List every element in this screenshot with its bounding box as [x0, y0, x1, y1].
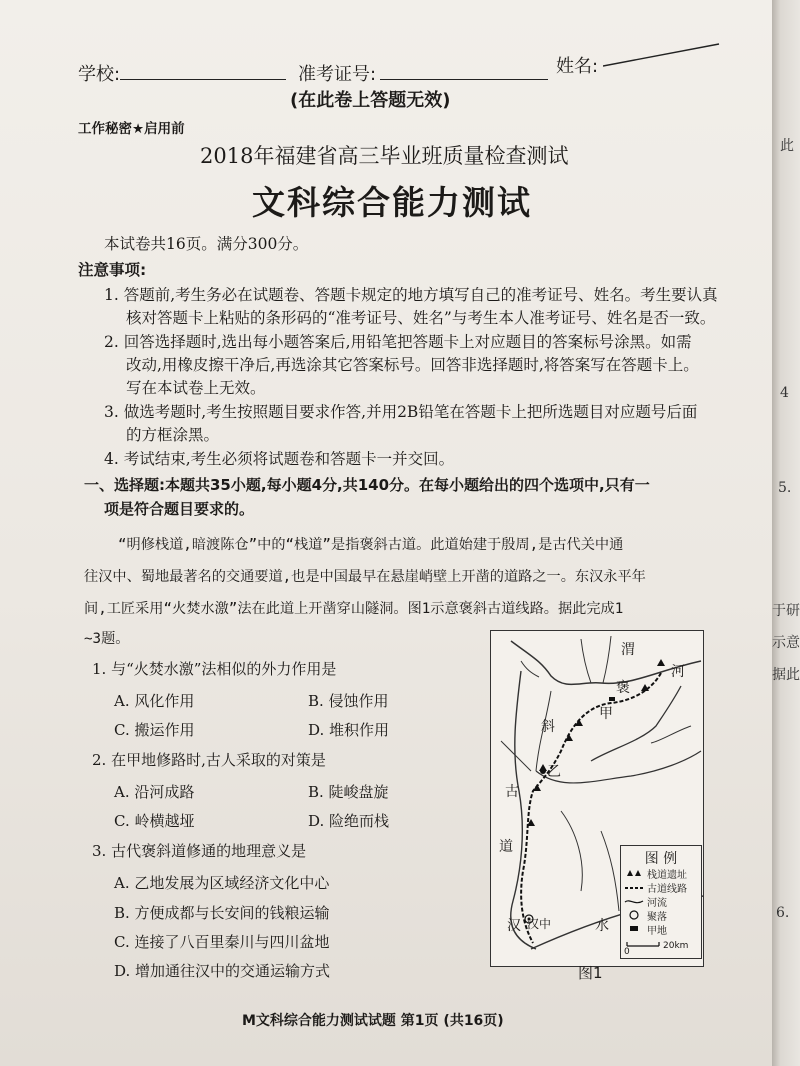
next-page-fragment: 6. [776, 905, 790, 921]
legend-item: 栈道遗址 [647, 870, 687, 881]
name-label: 姓名: [556, 56, 599, 77]
label-xie: 斜 [541, 719, 555, 735]
option-c: C. 岭横越垭 [114, 812, 195, 830]
note-line: 3. 做选考题时,考生按照题目要求作答,并用2B铅笔在答题卡上把所选题目对应题号后面 [104, 403, 698, 421]
label-gu: 古 [505, 784, 519, 800]
next-page-fragment: 5. [778, 480, 792, 496]
subject-title: 文科综合能力测试 [252, 183, 532, 222]
question-stem: 2. 在甲地修路时,古人采取的对策是 [92, 751, 326, 769]
label-wei: 渭 [621, 642, 635, 658]
school-label: 学校: [78, 64, 121, 85]
note-line: 的方框涂黑。 [126, 426, 220, 444]
question-stem: 1. 与“火焚水激”法相似的外力作用是 [92, 660, 337, 678]
legend-title: 图 例 [644, 851, 678, 867]
option-d: D. 险绝而栈 [308, 812, 390, 830]
passage-line: 间,工匠采用“火焚水激”法在此道上开凿穿山隧洞。图1示意褒斜古道线路。据此完成1 [84, 601, 624, 617]
legend-item: 聚落 [647, 912, 667, 923]
label-dao: 道 [499, 839, 513, 855]
option-d: D. 堆积作用 [308, 721, 390, 739]
legend-item: 河流 [647, 898, 667, 909]
section-heading-cont: 项是符合题目要求的。 [104, 500, 255, 518]
option-b: B. 方便成都与长安间的钱粮运输 [114, 904, 330, 922]
figure-caption: 图1 [578, 964, 603, 982]
option-c: C. 连接了八百里秦川与四川盆地 [114, 933, 330, 951]
next-page-fragment: 示意 [772, 635, 800, 651]
note-line: 核对答题卡上粘贴的条形码的“准考证号、姓名”与考生本人准考证号、姓名是否一致。 [126, 309, 716, 327]
next-page-fragment: 此 [780, 138, 794, 154]
label-he: 河 [671, 664, 685, 680]
option-c: C. 搬运作用 [114, 721, 195, 739]
note-line: 1. 答题前,考生务必在试题卷、答题卡规定的地方填写自己的准考证号、姓名。考生要认真 [104, 286, 718, 304]
next-page-edge [772, 0, 800, 1066]
name-blank [603, 40, 723, 70]
option-a: A. 乙地发展为区域经济文化中心 [114, 874, 330, 892]
option-a: A. 沿河成路 [114, 783, 195, 801]
question-stem: 3. 古代褒斜道修通的地理意义是 [92, 842, 307, 860]
exam-id-blank [380, 79, 548, 80]
label-hanzhong: 汉中 [527, 917, 552, 931]
next-page-fragment: 据此 [772, 667, 800, 683]
passage-line: 往汉中、蜀地最著名的交通要道,也是中国最早在悬崖峭壁上开凿的道路之一。东汉永平年 [84, 569, 646, 585]
page-footer: M文科综合能力测试试题 第1页 (共16页) [242, 1013, 504, 1029]
note-line: 写在本试卷上无效。 [126, 379, 266, 397]
passage-line: ~3题。 [84, 631, 130, 647]
exam-title: 2018年福建省高三毕业班质量检查测试 [200, 144, 569, 168]
label-bao: 褒 [616, 680, 630, 696]
label-jia: 甲 [599, 706, 613, 722]
label-yi: 乙 [547, 764, 561, 780]
scale-start: 0 [624, 947, 630, 957]
option-b: B. 陡峻盘旋 [308, 783, 389, 801]
note-line: 改动,用橡皮擦干净后,再选涂其它答案标号。回答非选择题时,将答案写在答题卡上。 [126, 356, 699, 374]
legend-item: 古道线路 [647, 884, 687, 895]
scale-end: 20km [663, 941, 689, 951]
header-notice: (在此卷上答题无效) [290, 90, 451, 111]
section-heading: 一、选择题:本题共35小题,每小题4分,共140分。在每小题给出的四个选项中,只有一 [84, 476, 650, 494]
next-page-fragment: 4 [780, 385, 789, 401]
passage-line: “明修栈道,暗渡陈仓”中的“栈道”是指褒斜古道。此道始建于殷周,是古代关中通 [118, 537, 624, 553]
next-page-fragment: 于研 [772, 603, 800, 619]
intro-text: 本试卷共16页。满分300分。 [104, 235, 309, 253]
exam-id-label: 准考证号: [298, 64, 377, 85]
note-line: 4. 考试结束,考生必须将试题卷和答题卡一并交回。 [104, 450, 455, 468]
note-line: 2. 回答选择题时,选出每小题答案后,用铅笔把答题卡上对应题目的答案标号涂黑。如需 [104, 333, 692, 351]
option-a: A. 风化作用 [114, 692, 195, 710]
notes-title: 注意事项: [78, 261, 147, 279]
option-d: D. 增加通往汉中的交通运输方式 [114, 962, 331, 980]
option-b: B. 侵蚀作用 [308, 692, 389, 710]
secret-label: 工作秘密★启用前 [78, 121, 185, 137]
map-legend [620, 845, 702, 959]
label-han: 汉 [507, 918, 521, 934]
school-blank [120, 79, 286, 80]
legend-item: 甲地 [647, 926, 667, 937]
label-shui: 水 [595, 918, 609, 934]
